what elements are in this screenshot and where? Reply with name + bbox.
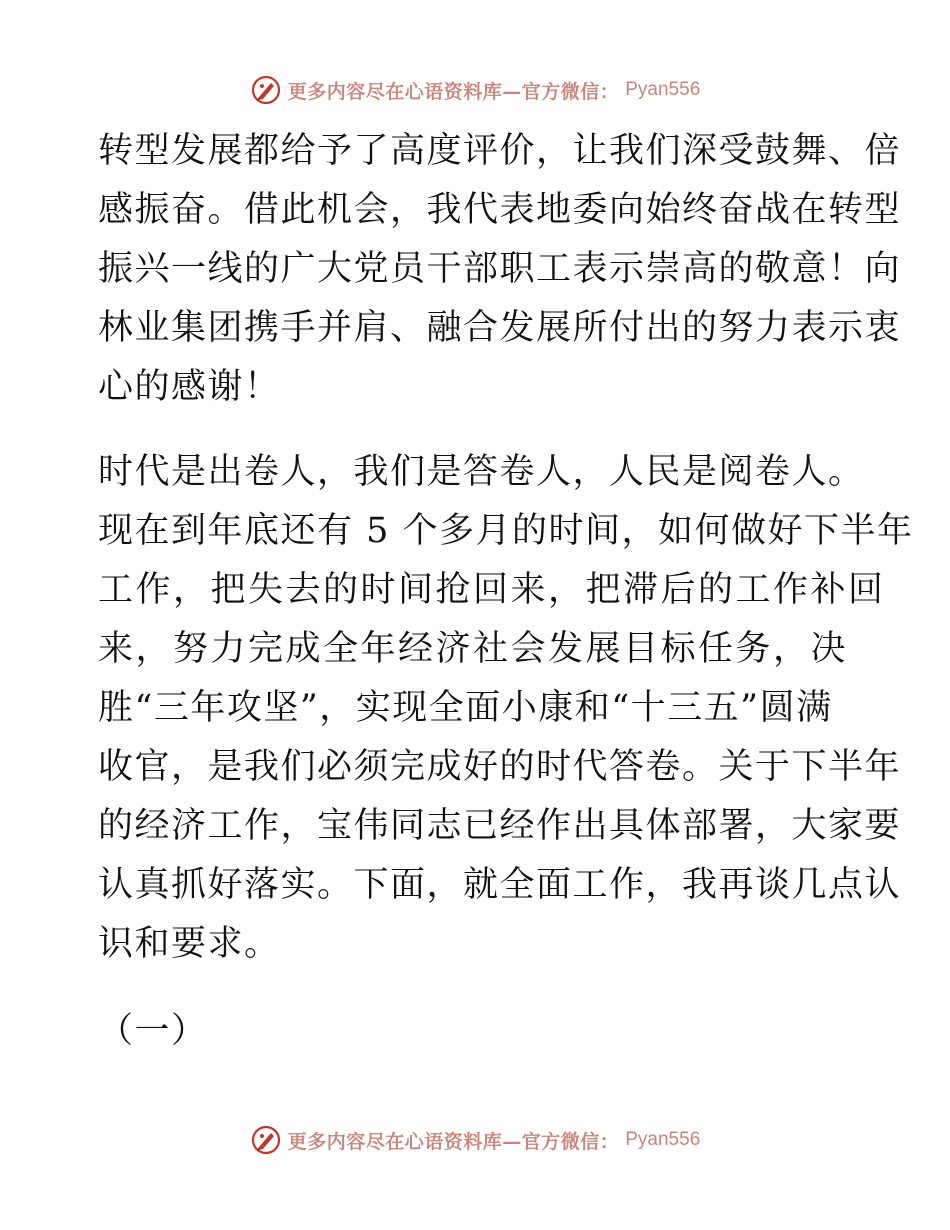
section-number: （一） [98, 1011, 208, 1051]
footer-watermark [0, 1124, 950, 1156]
quill-logo-icon [250, 1124, 282, 1156]
watermark-wechat-id: Pyan556 [625, 1129, 701, 1150]
header-watermark [0, 74, 950, 106]
text-line: 感振奋。借此机会，我代表地委向始终奋战在转型 [98, 190, 902, 230]
text-line: 心的感谢！ [98, 367, 281, 407]
watermark-wechat-id: Pyan556 [625, 79, 701, 100]
text-line: 振兴一线的广大党员干部职工表示崇高的敬意！向 [98, 249, 902, 289]
text-line: 认真抓好落实。下面，就全面工作，我再谈几点认 [98, 865, 902, 905]
text-line: 来，努力完成全年经济社会发展目标任务，决 [98, 629, 849, 669]
paragraph [98, 122, 902, 417]
text-line: 工作，把失去的时间抢回来，把滞后的工作补回 [98, 570, 886, 610]
watermark-text: 更多内容尽在心语资料库—官方微信： [287, 1130, 620, 1153]
text-line: 胜“三年攻坚”，实现全面小康和“十三五”圆满 [98, 688, 833, 728]
text-line: 的经济工作，宝伟同志已经作出具体部署，大家要 [98, 806, 902, 846]
text-line: 现在到年底还有 5 个多月的时间，如何做好下半年 [98, 511, 914, 551]
document-body [98, 122, 914, 1061]
quill-logo-icon [250, 74, 282, 106]
text-line: 时代是出卷人，我们是答卷人，人民是阅卷人。 [98, 452, 865, 492]
paragraph [98, 443, 914, 974]
section-heading [98, 1002, 858, 1061]
watermark-text: 更多内容尽在心语资料库—官方微信： [287, 80, 620, 103]
text-line: 林业集团携手并肩、融合发展所付出的努力表示衷 [98, 308, 902, 348]
text-line: 收官，是我们必须完成好的时代答卷。关于下半年 [98, 747, 902, 787]
text-line: 转型发展都给予了高度评价，让我们深受鼓舞、倍 [98, 131, 902, 171]
text-line: 识和要求。 [98, 924, 281, 964]
